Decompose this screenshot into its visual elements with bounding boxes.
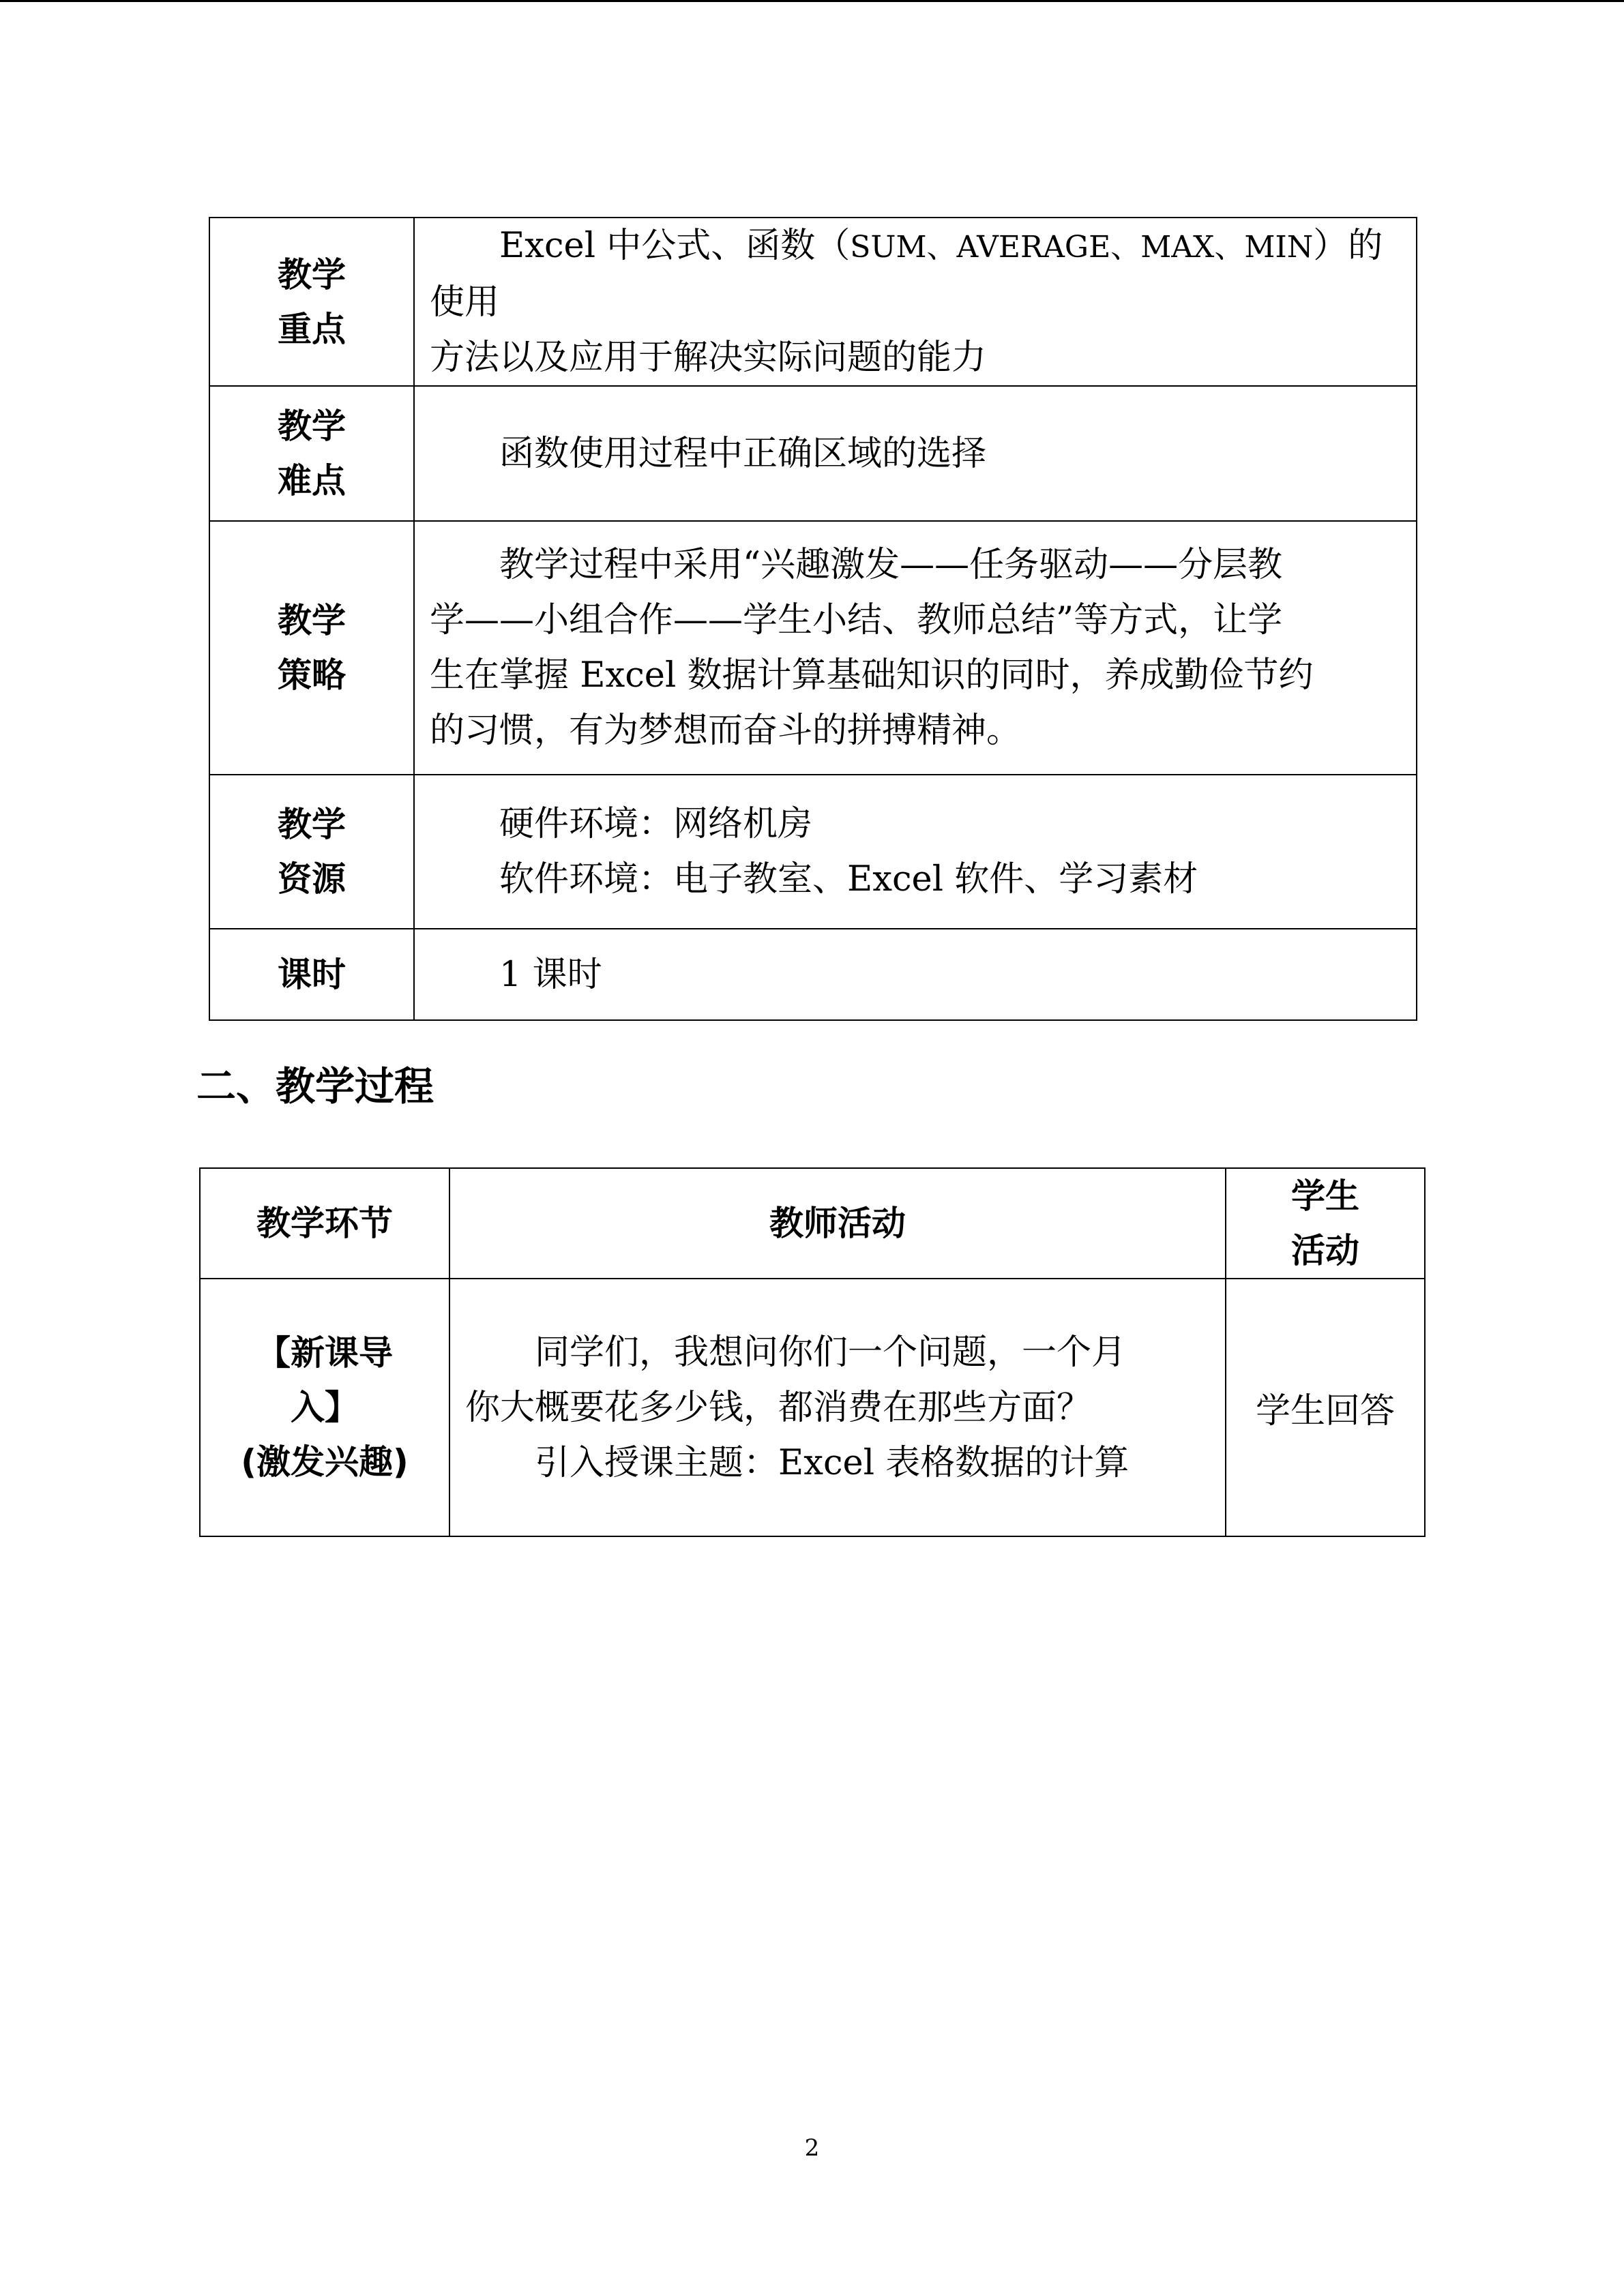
section-heading: 二、教学过程 bbox=[196, 1063, 434, 1109]
info-row-class-hours bbox=[209, 929, 1417, 1020]
student-activity-cell: 学生回答 bbox=[1226, 1279, 1425, 1536]
info-content: Excel 中公式、函数（SUM、AVERAGE、MAX、MIN）的使用 方法以及应用于解决实际问题的能力 bbox=[414, 218, 1417, 386]
teaching-process-table bbox=[199, 1167, 1426, 1537]
stage-cell: 【新课导 入】 (激发兴趣) bbox=[200, 1279, 449, 1536]
teacher-activity-cell: 同学们，我想问你们一个问题，一个月 你大概要花多少钱，都消费在那些方面？ 引入授课主题：Excel 表格数据的计算 bbox=[449, 1279, 1226, 1536]
info-row-key-points bbox=[209, 218, 1417, 386]
info-label: 课时 bbox=[209, 929, 414, 1020]
info-content: 函数使用过程中正确区域的选择 bbox=[414, 386, 1417, 521]
header-stage: 教学环节 bbox=[200, 1168, 449, 1279]
page-number: 2 bbox=[804, 2134, 820, 2162]
info-label: 教学 重点 bbox=[209, 218, 414, 386]
info-row-resources bbox=[209, 775, 1417, 929]
info-label: 教学 资源 bbox=[209, 775, 414, 929]
info-content: 教学过程中采用“兴趣激发——任务驱动——分层教 学——小组合作——学生小结、教师总结”等方式，让学 生在掌握 Excel 数据计算基础知识的同时，养成勤俭节约 的习惯，有为梦想而奋斗的拼搏精神。 bbox=[414, 521, 1417, 775]
info-row-difficulties bbox=[209, 386, 1417, 521]
header-teacher-activity: 教师活动 bbox=[449, 1168, 1226, 1279]
process-row bbox=[200, 1279, 1425, 1536]
header-student-activity: 学生 活动 bbox=[1226, 1168, 1425, 1279]
info-row-strategy bbox=[209, 521, 1417, 775]
lesson-info-table bbox=[209, 217, 1417, 1021]
page-top-border bbox=[0, 0, 1624, 2]
process-header-row bbox=[200, 1168, 1425, 1279]
info-label: 教学 难点 bbox=[209, 386, 414, 521]
info-content: 硬件环境：网络机房 软件环境：电子教室、Excel 软件、学习素材 bbox=[414, 775, 1417, 929]
info-content: 1 课时 bbox=[414, 929, 1417, 1020]
info-label: 教学 策略 bbox=[209, 521, 414, 775]
